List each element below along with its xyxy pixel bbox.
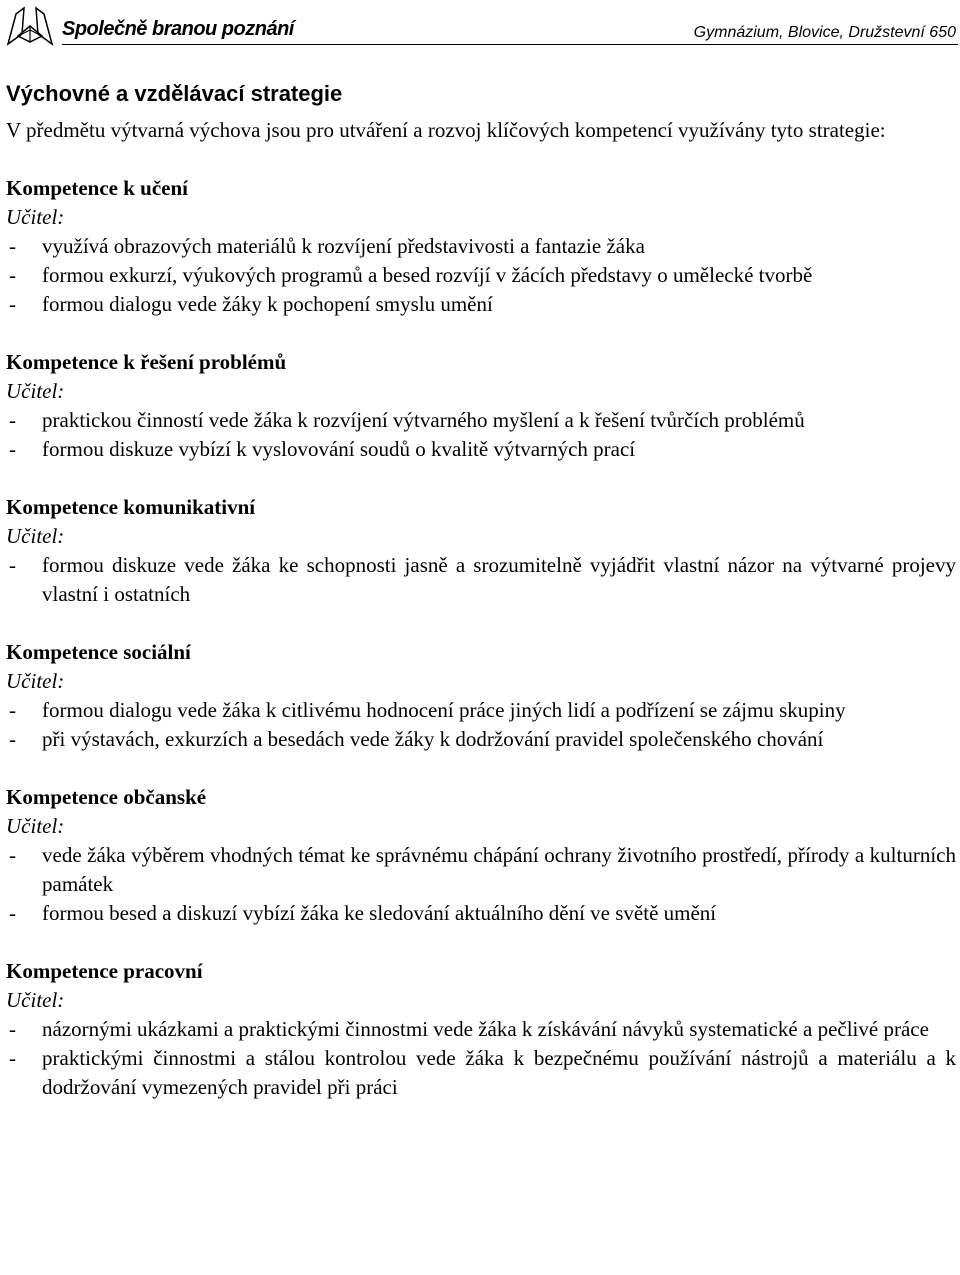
header-divider [62,44,958,45]
item-list [6,406,956,464]
school-address: Gymnázium, Blovice, Družstevní 650 [693,24,956,41]
role-label: Učitel: [6,814,65,838]
list-item: - formou dialogu vede žáky k pochopení smyslu umění [9,292,493,316]
list-item: - využívá obrazových materiálů k rozvíjení představivosti a fantazie žáka [9,234,645,258]
brand-name: Společně branou poznání [62,18,294,40]
list-item: - praktickou činností vede žáka k rozvíjení výtvarného myšlení a k řešení tvůrčích problémů [9,408,805,432]
section-title: Kompetence k učení [6,176,188,200]
list-item: - formou diskuze vybízí k vyslovování soudů o kvalitě výtvarných prací [9,437,636,461]
role-label: Učitel: [6,379,65,403]
role-label: Učitel: [6,988,65,1012]
item-list [6,1015,956,1102]
section-title: Kompetence sociální [6,640,191,664]
item-list [6,551,956,609]
list-item: - formou exkurzí, výukových programů a besed rozvíjí v žácích představy o umělecké tvorbě [9,263,813,287]
section-learning [6,174,956,319]
role-label: Učitel: [6,669,65,693]
list-item: - formou diskuze vede žáka ke schopnosti jasně a srozumitelně vyjádřit vlastní názor na výtvarné projevy vlastní i ostatních [9,553,956,606]
list-item: - názornými ukázkami a praktickými činnostmi vede žáka k získávání návyků systematické a pečlivé práce [9,1017,929,1041]
section-title: Kompetence komunikativní [6,495,256,519]
section-work [6,957,956,1102]
list-item: - praktickými činnostmi a stálou kontrolou vede žáka k bezpečnému používání nástrojů a materiálu a k dodržování vymezených pravidel při práci [9,1046,956,1099]
book-hands-logo-icon [4,4,56,48]
item-list [6,232,956,319]
page-title: Výchovné a vzdělávací strategie [6,81,343,106]
list-item: - při výstavách, exkurzích a besedách vede žáky k dodržování pravidel společenského chování [9,727,824,751]
intro-paragraph: V předmětu výtvarná výchova jsou pro utváření a rozvoj klíčových kompetencí využívány tyto strategie: [6,118,886,142]
list-item: - formou dialogu vede žáka k citlivému hodnocení práce jiných lidí a podřízení se zájmu skupiny [9,698,846,722]
section-social [6,638,956,754]
section-problem-solving [6,348,956,464]
document-body [6,78,956,1102]
role-label: Učitel: [6,524,65,548]
role-label: Učitel: [6,205,65,229]
section-title: Kompetence občanské [6,785,207,809]
item-list [6,841,956,928]
page-header [0,0,960,60]
list-item: - vede žáka výběrem vhodných témat ke správnému chápání ochrany životního prostředí, přírody a kulturních památek [9,843,956,896]
section-title: Kompetence k řešení problémů [6,350,287,374]
section-title: Kompetence pracovní [6,959,203,983]
section-civic [6,783,956,928]
list-item: - formou besed a diskuzí vybízí žáka ke sledování aktuálního dění ve světě umění [9,901,717,925]
item-list [6,696,956,754]
section-communicative [6,493,956,609]
